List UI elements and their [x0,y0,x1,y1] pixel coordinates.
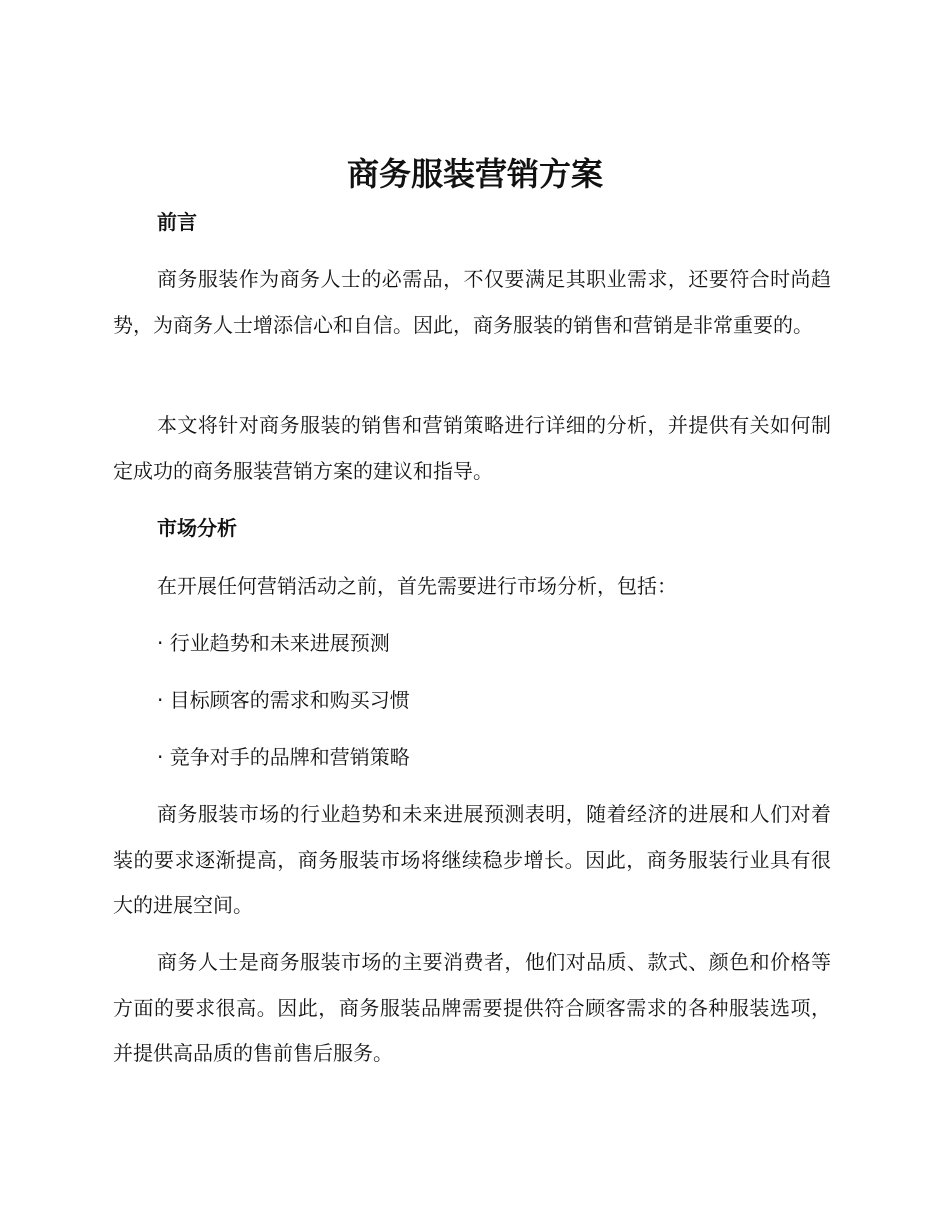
section-heading-market: 市场分析 [157,516,237,540]
paragraph-preface-2: 本文将针对商务服装的销售和营销策略进行详细的分析，并提供有关如何制定成功的商务服装营销方案的建议和指导。 [113,413,831,483]
bullet-item-3: · 竞争对手的品牌和营销策略 [157,745,410,769]
bullet-item-2: · 目标顾客的需求和购买习惯 [157,688,410,712]
document-title: 商务服装营销方案 [346,155,603,193]
paragraph-preface-1: 商务服装作为商务人士的必需品，不仅要满足其职业需求，还要符合时尚趋势，为商务人士增添信心和自信。因此，商务服装的销售和营销是非常重要的。 [113,267,831,337]
paragraph-market-1: 商务服装市场的行业趋势和未来进展预测表明，随着经济的进展和人们对着装的要求逐渐提高，商务服装市场将继续稳步增长。因此，商务服装行业具有很大的进展空间。 [113,802,831,917]
bullet-item-1: · 行业趋势和未来进展预测 [157,631,390,655]
section-heading-preface: 前言 [157,210,197,234]
paragraph-market-2: 商务人士是商务服装市场的主要消费者，他们对品质、款式、颜色和价格等方面的要求很高。因此，商务服装品牌需要提供符合顾客需求的各种服装选项，并提供高品质的售前售后服务。 [113,950,831,1065]
market-intro: 在开展任何营销活动之前，首先需要进行市场分析，包括： [157,574,677,598]
